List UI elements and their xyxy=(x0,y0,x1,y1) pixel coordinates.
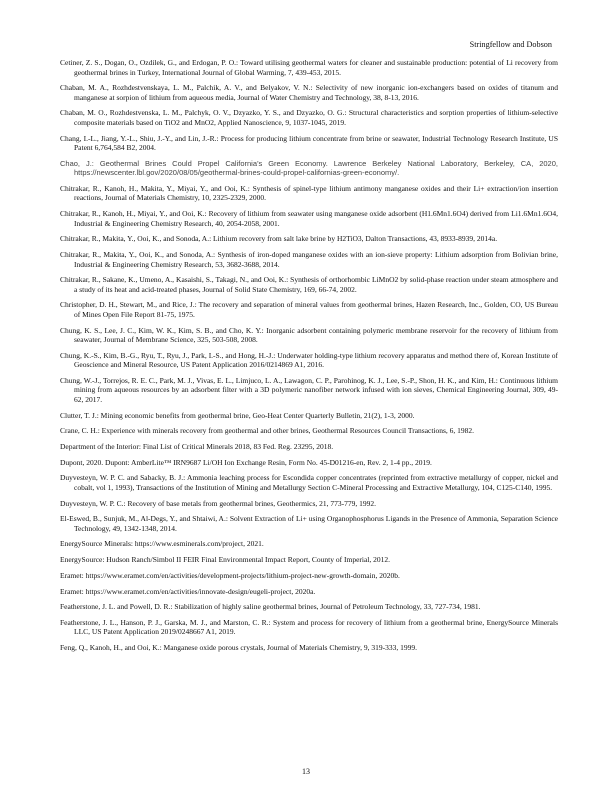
reference-entry: Chitrakar, R., Sakane, K., Umeno, A., Kasaishi, S., Takagi, N., and Ooi, K.: Synthesis of orthorhombic LiMnO2 by solid-phase reaction under steam atmosphere and a study of its heat and acid-treated phases, Journal of Solid State Chemistry, 169, 66-74, 2002. xyxy=(60,275,558,294)
page-number: 13 xyxy=(302,767,310,776)
reference-entry: Chitrakar, R., Makita, Y., Ooi, K., and Sonoda, A.: Lithium recovery from salt lake brine by H2TiO3, Dalton Transactions, 43, 8933-8939, 2014a. xyxy=(60,234,498,244)
reference-entry: Duyvesteyn, W. P. C.: Recovery of base metals from geothermal brines, Geothermics, 21, 773-779, 1992. xyxy=(60,498,376,508)
reference-entry: Clutter, T. J.: Mining economic benefits from geothermal brine, Geo-Heat Center Quarterly Bulletin, 21(2), 1-3, 2000. xyxy=(60,410,415,420)
reference-entry: EnergySource: Hudson Ranch/Simbol II FEIR Final Environmental Impact Report, County of Imperial, 2012. xyxy=(60,555,391,565)
reference-entry: El-Eswed, B., Sunjuk, M., Al-Degs, Y., and Shtaiwi, A.: Solvent Extraction of Li+ using Organophosphorus Ligands in the Presence of Ammonia, Separation Science Technology, 49, 1342-1348, 2014. xyxy=(60,514,558,533)
reference-entry: Cetiner, Z. S., Dogan, O., Ozdilek, G., and Erdogan, P. O.: Toward utilising geothermal waters for cleaner and sustainable production: potential of Li recovery from geothermal brines in Turkey, International Journal of Global Warming, 7, 439-453, 2015. xyxy=(60,58,558,77)
reference-entry: Chang, I.-L., Jiang, Y.-L., Shiu, J.-Y., and Lin, J.-R.: Process for producing lithium concentrate from brine or seawater, Industrial Technology Research Institute, US Patent 6,764,584 B2, 2004. xyxy=(60,133,558,153)
reference-entry: Dupont, 2020. Dupont: AmberLite™ IRN9687 Li/OH Ion Exchange Resin, Form No. 45-D01216-en, Rev. 2, 1-4 pp., 2019. xyxy=(60,457,432,467)
reference-entry: Christopher, D. H., Stewart, M., and Rice, J.: The recovery and separation of mineral values from geothermal brines, Hazen Research, Inc., Golden, CO, US Bureau of Mines Open File Report 81-75, 1975. xyxy=(60,300,558,319)
running-header: Stringfellow and Dobson xyxy=(469,40,552,49)
reference-entry: Eramet: https://www.eramet.com/en/activities/development-projects/lithium-project-new-growth-domain, 2020b. xyxy=(60,570,400,580)
reference-entry: Chao, J.: Geothermal Brines Could Propel California’s Green Economy. Lawrence Berkeley National Laboratory, Berkeley, CA, 2020, https://newscenter.lbl.gov/2020/08/05/geothermal-brines-could-propel-californias-green-economy/. xyxy=(60,158,558,178)
reference-entry: Featherstone, J. L. and Powell, D. R.: Stabilization of highly saline geothermal brines, Journal of Petroleum Technology, 33, 727-734, 1981. xyxy=(60,602,481,612)
reference-entry: Chitrakar, R., Kanoh, H., Makita, Y., Miyai, Y., and Ooi, K.: Synthesis of spinel-type lithium antimony manganese oxides and their Li+ extraction/ion insertion reactions, Journal of Materials Chemistry, 10, 2325-2329, 2000. xyxy=(60,183,558,203)
reference-entry: Eramet: https://www.eramet.com/en/activities/innovate-design/eugeli-project, 2020a. xyxy=(60,586,316,596)
reference-entry: EnergySource Minerals: https://www.esminerals.com/project, 2021. xyxy=(60,539,264,549)
reference-entry: Chitrakar, R., Kanoh, H., Miyai, Y., and Ooi, K.: Recovery of lithium from seawater using manganese oxide adsorbent (H1.6Mn1.6O4) derived from Li1.6Mn1.6O4, Industrial & Engineering Chemistry Research, 40, 2054-2058, 2001. xyxy=(60,209,558,228)
reference-entry: Chitrakar, R., Makita, Y., Ooi, K., and Sonoda, A.: Synthesis of iron-doped manganese oxides with an ion-sieve property: Lithium adsorption from Bolivian brine, Industrial & Engineering Chemistry Research, 53, 3682-3688, 2014. xyxy=(60,250,558,269)
reference-entry: Chung, W.-J., Torrejos, R. E. C., Park, M. J., Vivas, E. L., Limjuco, L. A., Lawagon, C. P., Parohinog, K. J., Lee, S.-P., Shon, H. K., and Kim, H.: Continuous lithium mining from aqueous resources by an adsorbent filter with a 3D polymeric nanofiber network infused with ion sieves, Chemical Engineering Journal, 309, 49-62, 2017. xyxy=(60,375,558,404)
reference-entry: Chaban, M. A., Rozhdestvenskaya, L. M., Palchik, A. V., and Belyakov, V. N.: Selectivity of new inorganic ion-exchangers based on oxides of titanum and manganese at sorpion of lithium from aqueous media, Journal of Water Chemistry and Technology, 38, 8-13, 2016. xyxy=(60,83,558,102)
reference-entry: Chung, K. S., Lee, J. C., Kim, W. K., Kim, S. B., and Cho, K. Y.: Inorganic adsorbent containing polymeric membrane reservoir for the recovery of lithium from seawater, Journal of Membrane Science, 325, 503-508, 2008. xyxy=(60,325,558,345)
reference-entry: Duyvesteyn, W. P. C. and Sabacky, B. J.: Ammonia leaching process for Escondida copper concentrates (reprinted from extractive metallurgy of copper, nickel and cobalt, vol 1, 1993), Transactions of the Institution of Mining and Metallurgy Section C-Mineral Processing and Extractive Metallurgy, 104, C125-C140, 1995. xyxy=(60,473,558,492)
reference-entry: Chaban, M. O., Rozhdestvenska, L. M., Palchyk, O. V., Dzyazko, Y. S., and Dzyazko, O. G.: Structural characteristics and sorption properties of lithium-selective composite materials based on TiO2 and MnO2, Applied Nanoscience, 9, 1037-1045, 2019. xyxy=(60,108,558,127)
reference-entry: Chung, K.-S., Kim, B.-G., Ryu, T., Ryu, J., Park, I.-S., and Hong, H.-J.: Underwater holding-type lithium recovery apparatus and method there of, Korean Institute of Geoscience and Mineral Resource, US Patent Application 2016/0214869 A1, 2016. xyxy=(60,350,558,370)
reference-entry: Crane, C. H.: Experience with minerals recovery from geothermal and other brines, Geothermal Resources Council Transactions, 6, 1982. xyxy=(60,426,475,436)
reference-entry: Featherstone, J. L., Hanson, P. J., Garska, M. J., and Marston, C. R.: System and process for recovery of lithium from a geothermal brine, EnergySource Minerals LLC, US Patent Application 2019/0248667 A1, 2019. xyxy=(60,617,558,637)
reference-entry: Department of the Interior: Final List of Critical Minerals 2018, 83 Fed. Reg. 23295, 2018. xyxy=(60,442,334,451)
reference-entry: Feng, Q., Kanoh, H., and Ooi, K.: Manganese oxide porous crystals, Journal of Materials Chemistry, 9, 319-333, 1999. xyxy=(60,643,417,653)
reference-list xyxy=(60,58,558,653)
